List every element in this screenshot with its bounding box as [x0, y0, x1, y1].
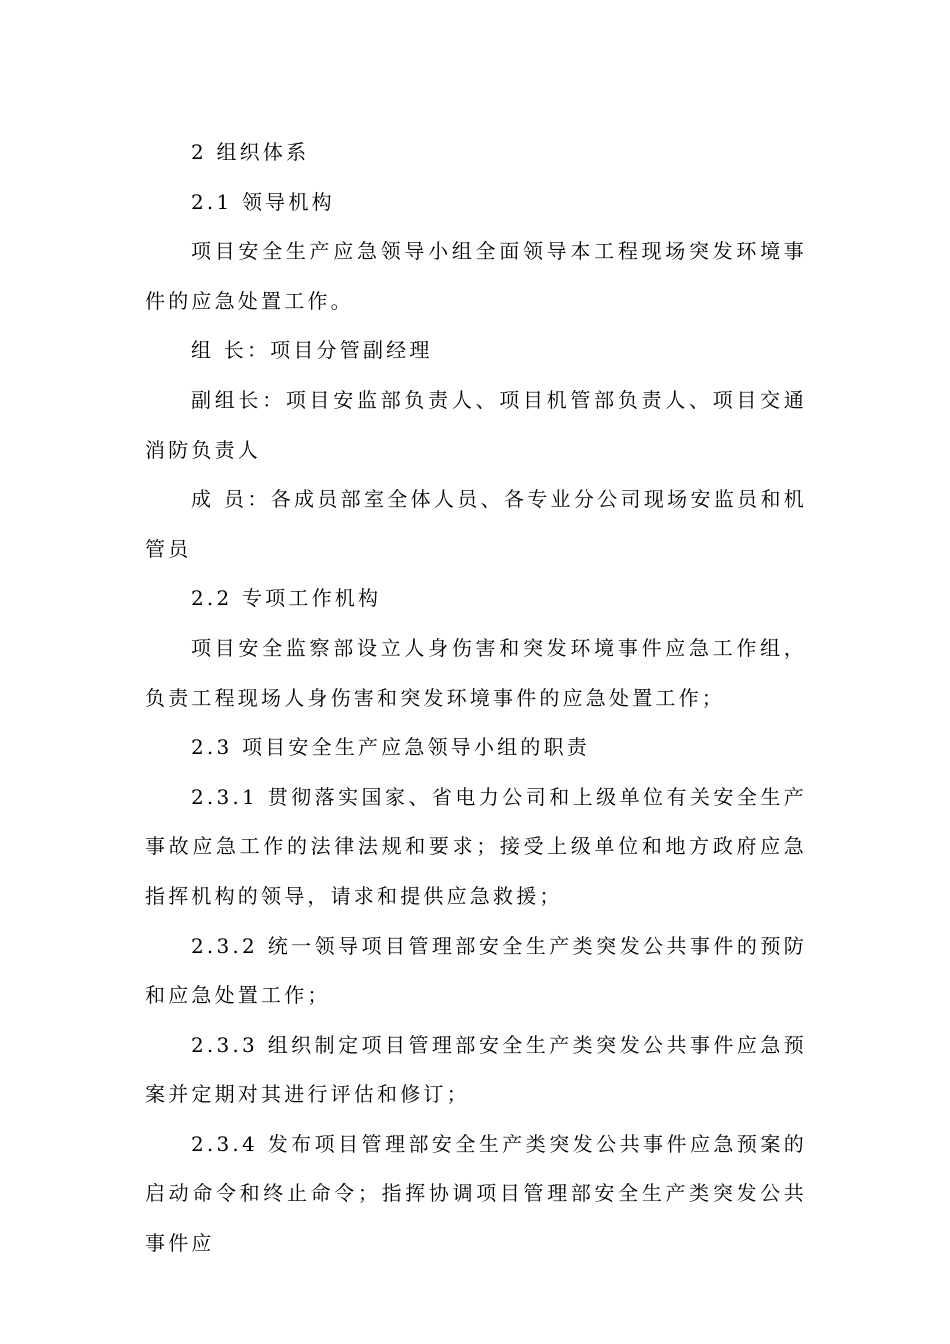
paragraph-duty-2-3-2: 2.3.2 统一领导项目管理部安全生产类突发公共事件的预防和应急处置工作；: [145, 933, 807, 1008]
document-body: [145, 128, 807, 1269]
section-heading-2-2: 2.2 专项工作机构: [191, 586, 382, 611]
paragraph-members: 成 员：各成员部室全体人员、各专业分公司现场安监员和机管员: [145, 487, 807, 561]
paragraph-leadership-body: 项目安全生产应急领导小组全面领导本工程现场突发环境事件的应急处置工作。: [145, 239, 807, 313]
section-heading-2: 2 组织体系: [191, 140, 310, 164]
paragraph-duty-2-3-1: 2.3.1 贯彻落实国家、省电力公司和上级单位有关安全生产事故应急工作的法律法规和要求；接受上级单位和地方政府应急指挥机构的领导，请求和提供应急救援；: [145, 784, 807, 908]
paragraph-deputy-leader: 副组长：项目安监部负责人、项目机管部负责人、项目交通消防负责人: [145, 387, 807, 462]
section-heading-2-1: 2.1 领导机构: [191, 189, 335, 214]
section-heading-2-3: 2.3 项目安全生产应急领导小组的职责: [191, 735, 590, 760]
paragraph-group-leader: 组 长：项目分管副经理: [191, 338, 433, 363]
paragraph-duty-2-3-3: 2.3.3 组织制定项目管理部安全生产类突发公共事件应急预案并定期对其进行评估和修订；: [145, 1032, 807, 1107]
paragraph-duty-2-3-4: 2.3.4 发布项目管理部安全生产类突发公共事件应急预案的启动命令和终止命令；指挥协调项目管理部安全生产类突发公共事件应: [145, 1131, 807, 1256]
paragraph-special-unit-body: 项目安全监察部设立人身伤害和突发环境事件应急工作组，负责工程现场人身伤害和突发环境事件的应急处置工作；: [145, 635, 807, 710]
